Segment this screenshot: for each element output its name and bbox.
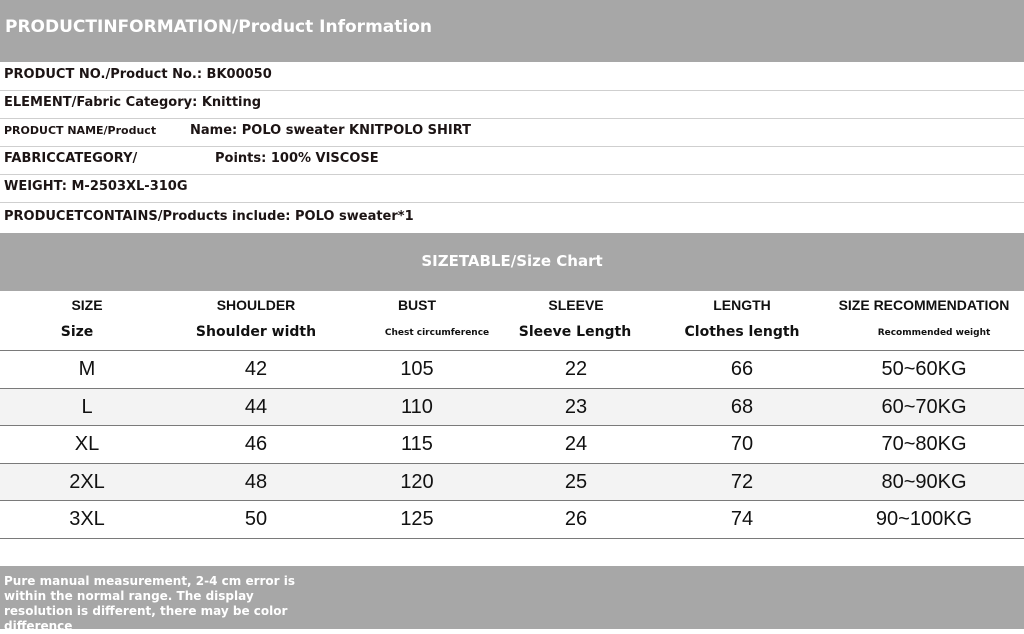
- cell-sleeve: 23: [564, 396, 588, 418]
- info-row-product-name: [0, 118, 1024, 147]
- product-info-title: PRODUCTINFORMATION/Product Information: [5, 17, 432, 37]
- col-subheader-sleeve: Sleeve Length: [518, 324, 632, 340]
- col-header-recommendation: SIZE RECOMMENDATION: [838, 297, 1010, 313]
- cell-bust: 105: [400, 358, 434, 380]
- cell-shoulder: 44: [244, 396, 268, 418]
- col-header-bust: BUST: [397, 297, 437, 313]
- cell-size: 3XL: [69, 508, 105, 530]
- table-divider: [0, 538, 1024, 539]
- cell-shoulder: 48: [244, 471, 268, 493]
- product-name-value: Name: POLO sweater KNITPOLO SHIRT: [190, 123, 472, 138]
- col-subheader-length: Clothes length: [684, 324, 800, 340]
- size-chart-banner: [0, 233, 1024, 291]
- cell-sleeve: 26: [564, 508, 588, 530]
- measurement-note: Pure manual measurement, 2-4 cm error is within the normal range. The display resolution is different, there may be color difference: [4, 574, 296, 633]
- col-header-length: LENGTH: [713, 297, 771, 313]
- cell-bust: 125: [400, 508, 434, 530]
- cell-length: 72: [730, 471, 754, 493]
- element-text: ELEMENT/Fabric Category: Knitting: [4, 95, 262, 110]
- footer-banner: [0, 566, 1024, 633]
- table-divider: [0, 425, 1024, 426]
- weight-text: WEIGHT: M-2503XL-310G: [4, 179, 188, 194]
- col-subheader-recommendation: Recommended weight: [877, 328, 991, 338]
- cell-recommendation: 80~90KG: [881, 471, 967, 493]
- cell-size: L: [81, 396, 93, 418]
- table-divider: [0, 350, 1024, 351]
- cell-size: XL: [74, 433, 100, 455]
- cell-recommendation: 70~80KG: [881, 433, 967, 455]
- cell-sleeve: 24: [564, 433, 588, 455]
- product-no-text: PRODUCT NO./Product No.: BK00050: [4, 67, 272, 82]
- info-row-fabric: [0, 146, 1024, 175]
- col-header-size: SIZE: [71, 297, 103, 313]
- table-divider: [0, 388, 1024, 389]
- cell-size: M: [78, 358, 96, 380]
- info-row-product-no: [0, 62, 1024, 91]
- cell-length: 74: [730, 508, 754, 530]
- cell-recommendation: 50~60KG: [881, 358, 967, 380]
- col-subheader-bust: Chest circumference: [384, 328, 490, 338]
- table-divider: [0, 500, 1024, 501]
- cell-sleeve: 25: [564, 471, 588, 493]
- cell-sleeve: 22: [564, 358, 588, 380]
- cell-length: 66: [730, 358, 754, 380]
- fabric-value: Points: 100% VISCOSE: [215, 151, 379, 166]
- info-row-contains: [0, 204, 1024, 232]
- cell-size: 2XL: [69, 471, 105, 493]
- size-chart-title: SIZETABLE/Size Chart: [421, 252, 603, 270]
- cell-length: 70: [730, 433, 754, 455]
- cell-shoulder: 42: [244, 358, 268, 380]
- fabric-label: FABRICCATEGORY/: [4, 151, 138, 166]
- info-row-weight: [0, 174, 1024, 203]
- cell-length: 68: [730, 396, 754, 418]
- cell-recommendation: 60~70KG: [881, 396, 967, 418]
- cell-shoulder: 50: [244, 508, 268, 530]
- cell-bust: 120: [400, 471, 434, 493]
- col-subheader-size: Size: [60, 324, 94, 340]
- cell-bust: 110: [401, 396, 433, 418]
- col-subheader-shoulder: Shoulder width: [195, 324, 317, 340]
- cell-bust: 115: [401, 433, 433, 455]
- cell-recommendation: 90~100KG: [875, 508, 973, 530]
- col-header-sleeve: SLEEVE: [548, 297, 604, 313]
- info-row-element: [0, 90, 1024, 119]
- cell-shoulder: 46: [244, 433, 268, 455]
- product-name-label: PRODUCT NAME/Product: [4, 124, 157, 137]
- table-divider: [0, 463, 1024, 464]
- product-info-banner: [0, 0, 1024, 62]
- col-header-shoulder: SHOULDER: [216, 297, 296, 313]
- contains-text: PRODUCETCONTAINS/Products include: POLO sweater*1: [4, 209, 414, 224]
